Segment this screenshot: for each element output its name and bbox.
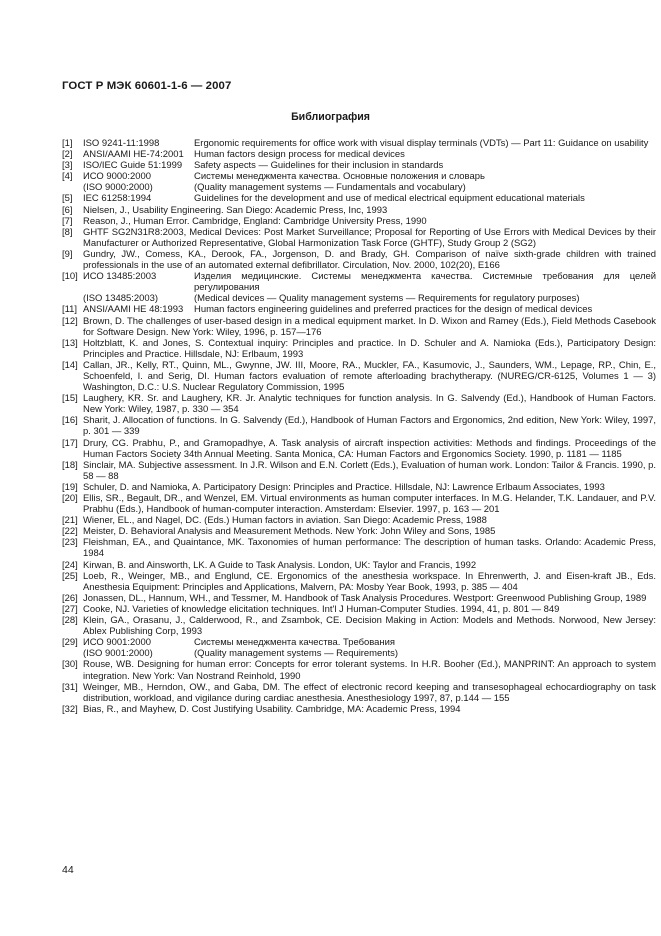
standard-title: Human factors engineering guidelines and preferred practices for the design of medical devices — [194, 304, 593, 316]
standard-title: Ergonomic requirements for office work with visual display terminals (VDTs) — Part 11: Guidance on usability — [194, 138, 649, 149]
bibliography-entry — [62, 648, 656, 659]
bibliography-entry — [62, 149, 656, 160]
standard-reference — [83, 160, 656, 171]
entry-number: [5] — [62, 193, 73, 205]
entry-number: [1] — [62, 138, 73, 149]
page-number: 44 — [62, 864, 74, 876]
standard-code: ISO 9241-11:1998 — [83, 138, 160, 149]
entry-number: [2] — [62, 149, 73, 161]
standard-reference — [83, 637, 656, 648]
standard-reference — [83, 648, 656, 659]
entry-number: [8] — [62, 226, 73, 238]
bibliography-entry — [62, 604, 656, 615]
entry-number: [17] — [62, 437, 78, 449]
entry-number: [28] — [62, 615, 78, 627]
entry-number: [7] — [62, 215, 73, 227]
standard-reference — [83, 149, 656, 160]
reference-text: Laughery, KR. Sr. and Laughery, KR. Jr. Analytic techniques for function analysis. In G. Salvendy (Ed.), Handbook of Human Factors. New York: Wiley, 1987, p. 330 — 354 — [83, 393, 656, 416]
entry-number: [15] — [62, 393, 78, 405]
entry-number: [29] — [62, 637, 78, 649]
entry-number: [20] — [62, 493, 78, 504]
standard-title: Изделия медицинские. Системы менеджмента качества. Системные требования для целей регулирования — [194, 271, 656, 294]
entry-number: [4] — [62, 171, 73, 183]
document-header: ГОСТ Р МЭК 60601-1-6 — 2007 — [62, 80, 232, 92]
bibliography-entry — [62, 615, 656, 637]
standard-reference — [83, 271, 656, 293]
entry-number: [6] — [62, 204, 73, 216]
reference-text: Bias, R., and Mayhew, D. Cost Justifying Usability. Cambridge, MA: Academic Press, 1994 — [83, 703, 461, 715]
bibliography-entry — [62, 227, 656, 249]
standard-reference — [83, 193, 656, 204]
bibliography-entry — [62, 593, 656, 604]
bibliography-entry — [62, 637, 656, 648]
bibliography-entry — [62, 393, 656, 415]
standard-title: Guidelines for the development and use of medical electrical equipment educational materials — [194, 193, 585, 205]
bibliography-entry — [62, 537, 656, 559]
standard-title: Системы менеджмента качества. Требования — [194, 637, 396, 649]
entry-number: [14] — [62, 359, 78, 371]
standard-code: (ISO 9001:2000) — [83, 648, 153, 660]
entry-number: [10] — [62, 271, 78, 283]
bibliography-entry — [62, 415, 656, 437]
entry-number: [25] — [62, 570, 78, 582]
reference-text: Rouse, WB. Designing for human error: Concepts for error tolerant systems. In H.R. Booher (Ed.), MANPRINT: An approach to system integration. New York: Van Nostrand Reinhold, 1990 — [83, 659, 656, 682]
standard-code: ИСО 9000:2000 — [83, 171, 151, 183]
bibliography-entry — [62, 205, 656, 216]
standard-title: (Quality management systems — Fundamentals and vocabulary) — [194, 182, 466, 194]
bibliography-entry — [62, 515, 656, 526]
bibliography-entry — [62, 493, 656, 515]
standard-reference — [83, 293, 656, 304]
bibliography-entry — [62, 249, 656, 271]
standard-code: ИСО 13485:2003 — [83, 271, 157, 283]
standard-reference — [83, 182, 656, 193]
bibliography-entry — [62, 438, 656, 460]
entry-number: [26] — [62, 592, 78, 604]
bibliography-entry — [62, 316, 656, 338]
bibliography-entry — [62, 560, 656, 571]
entry-number: [24] — [62, 559, 78, 571]
standard-title: (Medical devices — Quality management systems — Requirements for regulatory purposes) — [194, 293, 580, 305]
standard-code: ANSI/AAMI HE 48:1993 — [83, 304, 184, 316]
bibliography-entry — [62, 338, 656, 360]
bibliography-entry — [62, 460, 656, 482]
reference-text: Klein, GA., Orasanu, J., Calderwood, R., and Zsambok, CE. Decision Making in Action: Models and Methods. Norwood, New Jersey: Ablex Publishing Corp, 1993 — [83, 615, 656, 638]
reference-text: Fleishman, EA., and Quaintance, MK. Taxonomies of human performance: The description of human tasks. Orlando: Academic Press, 1984 — [83, 537, 656, 560]
reference-text: Ellis, SR., Begault, DR., and Wenzel, EM. Virtual environments as human computer interfaces. In M.G. Helander, T.K. Landauer, and P.V. Prabhu (Eds.), Handbook of human-computer interaction. Amsterdam: Elsevier. 1997, p. 163 — 201 — [83, 493, 656, 516]
entry-number: [27] — [62, 603, 78, 615]
reference-text: Cooke, NJ. Varieties of knowledge elicitation techniques. Int'l J Human-Computer Studies. 1994, 41, p. 801 — 849 — [83, 603, 560, 615]
bibliography-entry — [62, 682, 656, 704]
bibliography-entry — [62, 216, 656, 227]
reference-text: Wiener, EL., and Nagel, DC. (Eds.) Human factors in aviation. San Diego: Academic Press, 1988 — [83, 515, 487, 527]
standard-title: Системы менеджмента качества. Основные положения и словарь — [194, 171, 485, 183]
standard-code: IEC 61258:1994 — [83, 193, 152, 205]
entry-number: [22] — [62, 526, 78, 538]
standard-code: ANSI/AAMI HE-74:2001 — [83, 149, 184, 161]
bibliography-entry — [62, 182, 656, 193]
reference-text: Callan, JR., Kelly, RT., Quinn, ML., Gwynne, JW. III, Moore, RA., Muckler, FA., Kasumovic, J., Saunders, WM., Lepage, RP., Chin, E., Schoenfeld, I. and Serig, DI. Human factors evaluation of remote afterloading brachytherapy. (NUREG/CR-6125, Volumes 1 — 3) Washington, D.C.: U.S. Nuclear Regulatory Commission, 1995 — [83, 359, 656, 394]
reference-text: Holtzblatt, K. and Jones, S. Contextual inquiry: Principles and practice. In D. Schuler and A. Namioka (Eds.), Participatory Design: Principles and Practice. Hillsdale, NJ: Erlbaum, 1993 — [83, 337, 656, 360]
bibliography-entry — [62, 304, 656, 315]
bibliography-entry — [62, 293, 656, 304]
standard-reference — [83, 171, 656, 182]
reference-text: Jonassen, DL., Hannum, WH., and Tessmer, M. Handbook of Task Analysis Procedures. Westport: Greenwood Publishing Group, 1989 — [83, 592, 647, 604]
standard-code: ISO/IEC Guide 51:1999 — [83, 160, 183, 172]
bibliography-entry — [62, 571, 656, 593]
bibliography-entry — [62, 659, 656, 681]
standard-title: (Quality management systems — Requirements) — [194, 648, 399, 660]
bibliography-title: Библиография — [291, 111, 370, 123]
standard-reference — [83, 304, 656, 315]
reference-text: Gundry, JW., Comess, KA., Derook, FA., Jorgenson, D. and Brady, GH. Comparison of naïve sixth-grade children with trained professionals in the use of an automated external defibrillator. Circulation, Nov. 2000, 102(20), E166 — [83, 248, 656, 272]
reference-text: Drury, CG. Prabhu, P., and Gramopadhye, A. Task analysis of aircraft inspection activities: Methods and findings. Proceedings of the Human Factors Society 34th Annual Meeting. Santa Monica, CA: Human Factors and Ergonomics Society. 1990, p. 1181 — 1185 — [83, 437, 656, 460]
entry-number: [13] — [62, 337, 78, 349]
reference-text: Sinclair, MA. Subjective assessment. In J.R. Wilson and E.N. Corlett (Eds.), Evaluation of human work. London: Tailor & Francis. 1990, p. 58 — 88 — [83, 459, 656, 482]
entry-number: [30] — [62, 659, 78, 671]
reference-text: Meister, D. Behavioral Analysis and Measurement Methods. New York: John Wiley and Sons, 1985 — [83, 526, 496, 538]
entry-number: [23] — [62, 537, 78, 549]
reference-text: GHTF SG2N31R8:2003, Medical Devices: Post Market Surveillance; Proposal for Reporting of Use Errors with Medical Devices by their Manufacturer or Authorized Representative, Global Harmonization Task Force (GHTF), Study Group 2 (SG2) — [83, 226, 656, 249]
bibliography-list — [62, 138, 656, 715]
reference-text: Sharit, J. Allocation of functions. In G. Salvendy (Ed.), Handbook of Human Factors and Ergonomics, 2nd edition, New York: Wiley, 1997, p. 301 — 339 — [83, 415, 656, 438]
entry-number: [12] — [62, 315, 78, 327]
bibliography-entry — [62, 704, 656, 715]
reference-text: Kirwan, B. and Ainsworth, LK. A Guide to Task Analysis. London, UK: Taylor and Francis, 1992 — [83, 559, 477, 571]
entry-number: [3] — [62, 160, 73, 172]
standard-title: Human factors design process for medical devices — [194, 149, 405, 161]
bibliography-entry — [62, 271, 656, 293]
entry-number: [32] — [62, 703, 78, 715]
reference-text: Weinger, MB., Herndon, OW., and Gaba, DM. The effect of electronic record keeping and transesophageal echocardiography on task distribution, workload, and vigilance during cardiac anesthesia. Anesthesiology 1997, 87, p.144 — 155 — [83, 681, 656, 704]
bibliography-entry — [62, 360, 656, 393]
standard-code: (ISO 13485:2003) — [83, 293, 159, 305]
bibliography-entry — [62, 193, 656, 204]
entry-number: [31] — [62, 681, 78, 693]
bibliography-entry — [62, 526, 656, 537]
standard-title: Safety aspects — Guidelines for their inclusion in standards — [194, 160, 444, 172]
standard-code: ИСО 9001:2000 — [83, 637, 151, 649]
reference-text: Schuler, D. and Namioka, A. Participatory Design: Principles and Practice. Hillsdale, NJ: Lawrence Erlbaum Associates, 1993 — [83, 481, 605, 493]
bibliography-entry — [62, 171, 656, 182]
reference-text: Reason, J., Human Error. Cambridge, England: Cambridge University Press, 1990 — [83, 215, 427, 227]
standard-code: (ISO 9000:2000) — [83, 182, 153, 194]
bibliography-entry — [62, 138, 656, 149]
entry-number: [9] — [62, 248, 73, 260]
standard-reference — [83, 138, 656, 149]
reference-text: Loeb, R., Weinger, MB., and Englund, CE. Ergonomics of the anesthesia workspace. In Ehrenwerth, J. and Eisen-kraft JB., Eds. Anesthesia Equipment: Principles and Applications, Malvern, PA: Mosby Year Book, 1993, p. 385 — 404 — [83, 570, 656, 593]
entry-number: [11] — [62, 304, 78, 316]
entry-number: [18] — [62, 459, 78, 471]
reference-text: Brown, D. The challenges of user-based design in a medical equipment market. In D. Wixon and Ramey (Eds.), Field Methods Casebook for Software Design. New York: Wiley, 1996, p. 157—176 — [83, 315, 656, 338]
reference-text: Nielsen, J., Usability Engineering. San Diego: Academic Press, Inc, 1993 — [83, 204, 388, 216]
bibliography-entry — [62, 482, 656, 493]
bibliography-entry — [62, 160, 656, 171]
entry-number: [21] — [62, 515, 78, 527]
entry-number: [19] — [62, 481, 78, 493]
entry-number: [16] — [62, 415, 78, 427]
